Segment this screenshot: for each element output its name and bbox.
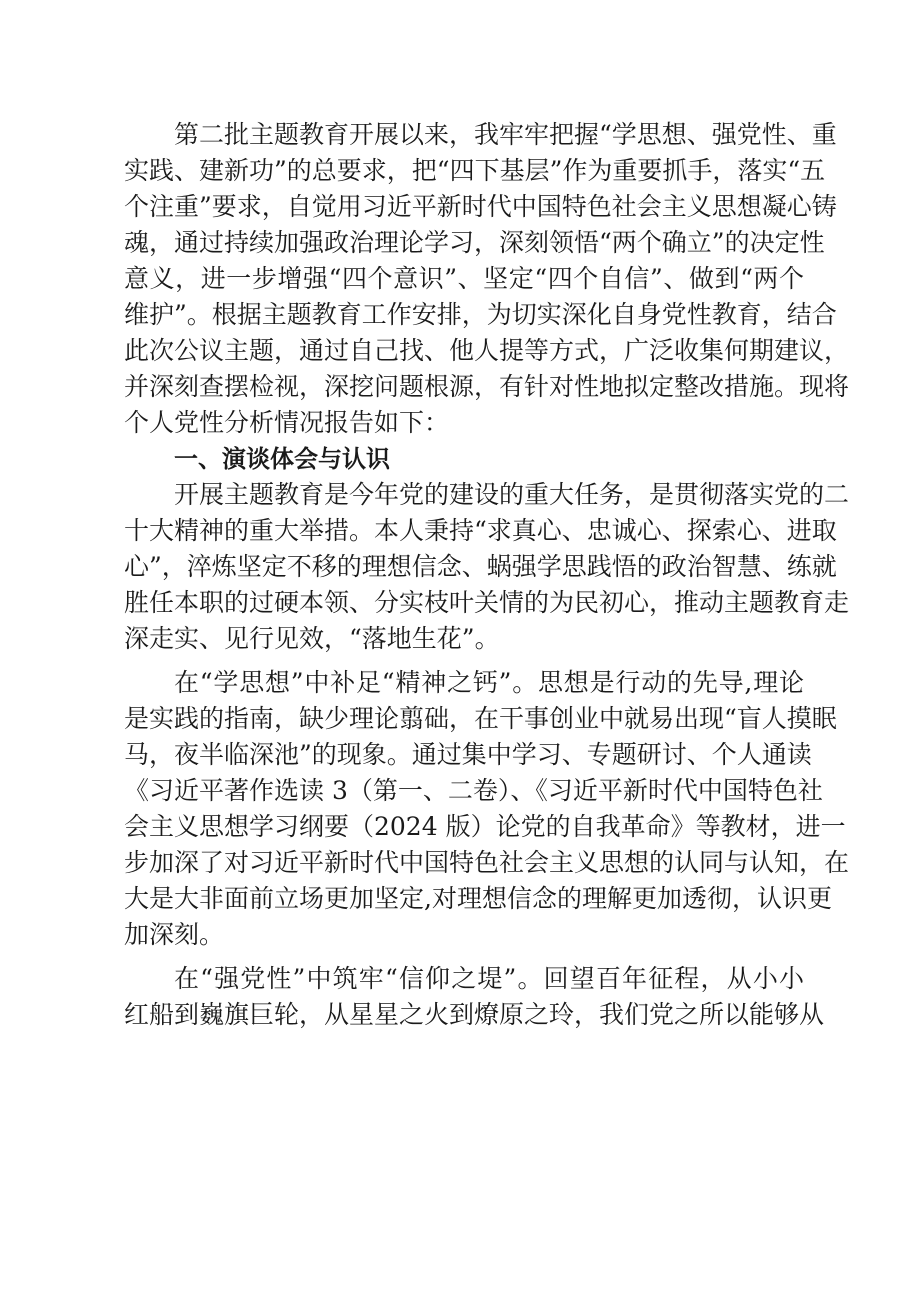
body-paragraph-3 [124, 961, 825, 1033]
text-line: 在“强党性”中筑牢“信仰之堤”。回望百年征程，从小小 [174, 964, 804, 993]
text-line: 步加深了对习近平新时代中国特色社会主义思想的认同与认知，在 [124, 848, 850, 877]
body-paragraph-2 [124, 665, 850, 953]
paragraph-gap [124, 953, 804, 961]
text-line: 在“学思想”中补足“精神之钙”。思想是行动的先导,理论 [174, 668, 804, 697]
body-paragraph-1 [124, 477, 850, 657]
text-line: 个注重”要求，自觉用习近平新时代中国特色社会主义思想凝心铸 [124, 192, 837, 221]
text-line: 维护”。根据主题教育工作安排，为切实深化自身党性教育，结合 [124, 300, 837, 329]
text-line: 魂，通过持续加强政治理论学习，深刻领悟“两个确立”的决定性 [124, 228, 825, 257]
text-line: 心”，淬炼坚定不移的理想信念、蜗强学思践悟的政治智慧、练就 [124, 552, 837, 581]
text-line: 加深刻。 [124, 920, 225, 949]
text-line: 开展主题教育是今年党的建设的重大任务，是贯彻落实党的二 [174, 480, 850, 509]
text-line: 实践、建新功”的总要求，把“四下基层”作为重要抓手，落实“五 [124, 156, 826, 185]
text-line: 红船到巍旗巨轮，从星星之火到燎原之玲，我们党之所以能够从 [124, 1000, 825, 1029]
text-line: 《习近平著作选读 3（第一、二卷）、《习近平新时代中国特色社 [124, 776, 823, 805]
paragraph-gap [124, 657, 804, 665]
text-line: 十大精神的重大举措。本人秉持“求真心、忠诚心、探索心、进取 [124, 516, 837, 545]
text-line: 个人党性分析情况报告如下： [124, 408, 450, 437]
section-heading: 一、演谈体会与认识 [174, 445, 390, 473]
text-line: 是实践的指南，缺少理论翦础，在干事创业中就易出现“盲人摸眠 [124, 704, 837, 733]
text-line: 此次公议主题，通过自己找、他人提等方式，广泛收集何期建议， [124, 336, 850, 365]
text-line: 马，夜半临深池”的现象。通过集中学习、专题研讨、个人通读 [124, 740, 812, 769]
section-heading-paragraph [124, 441, 804, 477]
document-body [124, 117, 850, 1033]
text-line: 大是大非面前立场更加坚定,对理想信念的理解更加透彻，认识更 [124, 884, 832, 913]
text-line: 并深刻查摆检视，深挖问题根源，有针对性地拟定整改措施。现将 [124, 372, 850, 401]
intro-paragraph [124, 117, 850, 441]
text-line: 深走实、见行见效，“落地生花”。 [124, 624, 500, 653]
text-line: 意义，进一步增强“四个意识”、坚定“四个自信”、做到“两个 [124, 264, 804, 293]
text-line: 第二批主题教育开展以来，我牢牢把握“学思想、强党性、重 [174, 120, 837, 149]
text-line: 胜任本职的过硬本领、分实枝叶关情的为民初心，推动主题教育走 [124, 588, 850, 617]
text-line: 会主义思想学习纲要（2024 版）论党的自我革命》等教材，进一 [124, 812, 846, 841]
